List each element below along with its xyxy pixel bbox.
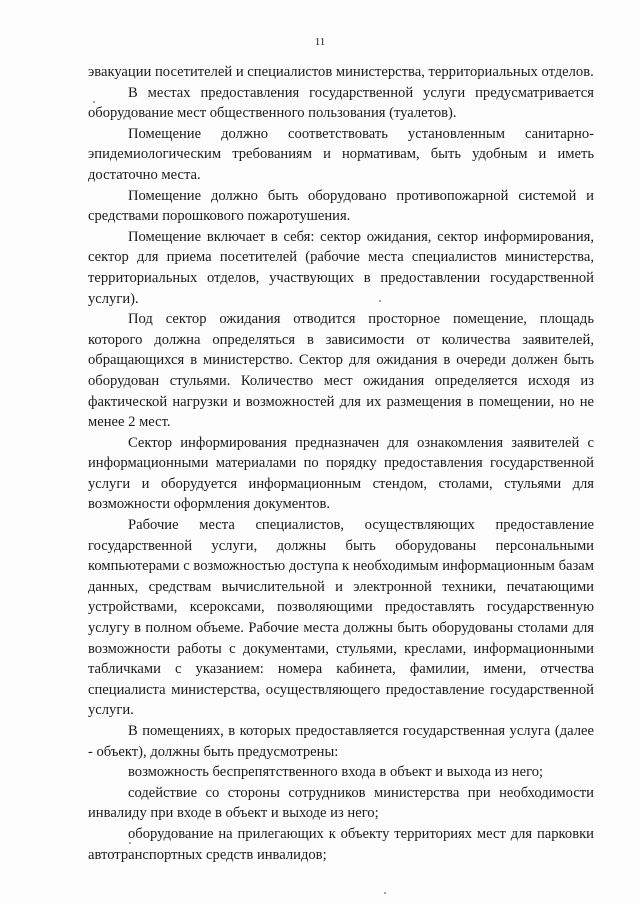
paragraph-continuation: эвакуации посетителей и специалистов министерства, территориальных отделов.	[88, 64, 594, 80]
scan-speck	[384, 892, 386, 894]
page-number: 11	[314, 36, 326, 48]
paragraph-room-sectors: Помещение включает в себя: сектор ожидания, сектор информирования, сектор для приема посетителей (рабочие места специалистов министерства, территориальных отделов, участвующих в предоставлении государственной услуги).	[88, 228, 594, 307]
paragraph-information-sector: Сектор информирования предназначен для ознакомления заявителей с информационными материалами по порядку предоставления государственной услуги и оборудуется информационным стендом, столами, стульями для возможности оформления документов.	[88, 434, 594, 513]
paragraph-waiting-sector: Под сектор ожидания отводится просторное помещение, площадь которого должна определяться в зависимости от количества заявителей, обращающихся в министерство. Сектор для ожидания в очереди должен быть оборудован стульями. Количество мест ожидания определяется исходя из фактической нагрузки и возможностей для их размещения в помещении, но не менее 2 мест.	[88, 311, 594, 431]
paragraph-accessibility-parking: оборудование на прилегающих к объекту территориях мест для парковки автотранспортных средств инвалидов;	[88, 825, 594, 863]
scan-speck	[379, 300, 381, 302]
paragraph-fire-safety: Помещение должно быть оборудовано противопожарной системой и средствами порошкового пожаротушения.	[88, 187, 594, 225]
scan-speck	[129, 842, 131, 844]
paragraph-sanitary-requirements: Помещение должно соответствовать установленным санитарно-эпидемиологическим требованиям и нормативам, быть удобным и иметь достаточно места.	[88, 125, 594, 183]
paragraph-workplaces: Рабочие места специалистов, осуществляющих предоставление государственной услуги, должны быть оборудованы персональными компьютерами с возможностью доступа к необходимым информационным базам данных, средствам вычислительной и электронной техники, печатающими устройствами, ксероксами, позволяющими предоставлять государственную услугу в полном объеме. Рабочие места должны быть оборудованы столами для возможности работы с документами, стульями, креслами, информационными табличками с указанием: номера кабинета, фамилии, имени, отчества специалиста министерства, осуществляющего предоставление государственной услуги.	[88, 517, 594, 719]
scan-speck	[93, 101, 95, 103]
paragraph-accessibility-assistance: содействие со стороны сотрудников министерства при необходимости инвалиду при входе в объект и выходе из него;	[88, 784, 594, 822]
paragraph-accessibility-entrance: возможность беспрепятственного входа в объект и выхода из него;	[128, 764, 544, 781]
paragraph-accessibility-intro: В помещениях, в которых предоставляется государственная услуга (далее - объект), должны быть предусмотрены:	[88, 723, 594, 760]
paragraph-restrooms: В местах предоставления государственной услуги предусматривается оборудование мест общественного пользования (туалетов).	[88, 84, 594, 122]
document-body	[88, 62, 594, 865]
